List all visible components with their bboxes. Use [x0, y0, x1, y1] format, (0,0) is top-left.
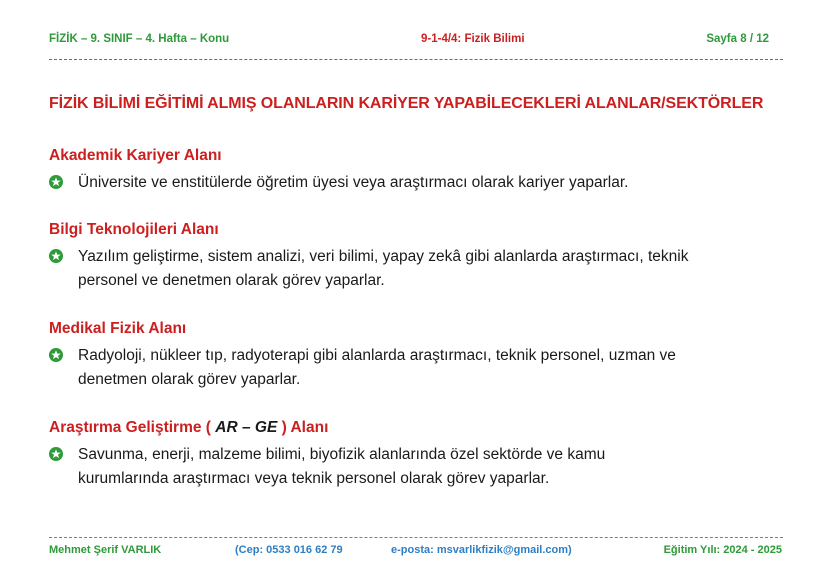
- section-heading-rnd: [49, 419, 328, 437]
- list-item-text-line-2: denetmen olarak görev yaparlar.: [78, 371, 301, 388]
- section-heading-academic: Akademik Kariyer Alanı: [49, 147, 222, 164]
- header-divider: [49, 59, 783, 60]
- star-circle-bullet-icon: [49, 447, 63, 461]
- header-page-number: Sayfa 8 / 12: [706, 33, 769, 45]
- list-item-text-line-1: Savunma, enerji, malzeme bilimi, biyofizik alanlarında özel sektörde ve kamu: [78, 446, 606, 463]
- list-item-text-line-2: kurumlarında araştırmacı veya teknik personel olarak görev yaparlar.: [78, 470, 550, 487]
- star-circle-bullet-icon: [49, 249, 63, 263]
- list-item: [49, 245, 789, 293]
- header-course-label: FİZİK – 9. SINIF – 4. Hafta – Konu: [49, 33, 230, 45]
- star-circle-bullet-icon: [49, 175, 63, 189]
- section-heading-it: Bilgi Teknolojileri Alanı: [49, 221, 219, 238]
- list-item: [49, 443, 789, 491]
- list-item-text-line-1: Radyoloji, nükleer tıp, radyoterapi gibi alanlarda araştırmacı, teknik personel, uzman ve: [78, 347, 676, 364]
- header-topic-label: 9-1-4/4: Fizik Bilimi: [421, 33, 525, 45]
- section-heading-medical: Medikal Fizik Alanı: [49, 320, 187, 337]
- footer-school-year: Eğitim Yılı: 2024 - 2025: [663, 544, 782, 556]
- footer-phone: (Cep: 0533 016 62 79: [235, 544, 343, 556]
- footer-email: e-posta: msvarlikfizik@gmail.com): [391, 544, 572, 556]
- page-header: [49, 33, 783, 49]
- list-item-text-line-1: Yazılım geliştirme, sistem analizi, veri bilimi, yapay zekâ gibi alanlarda araştırmacı, teknik: [78, 248, 689, 265]
- section-heading-rnd-pre: Araştırma Geliştirme (: [49, 419, 216, 436]
- list-item-text: Üniversite ve enstitülerde öğretim üyesi veya araştırmacı olarak kariyer yaparlar.: [78, 174, 629, 191]
- section-heading-rnd-post: ) Alanı: [277, 419, 329, 436]
- page-footer: [49, 544, 783, 560]
- list-item-text-line-2: personel ve denetmen olarak görev yaparlar.: [78, 272, 385, 289]
- list-item: [49, 171, 789, 195]
- footer-divider: [49, 537, 783, 538]
- footer-author: Mehmet Şerif VARLIK: [49, 544, 162, 556]
- star-circle-bullet-icon: [49, 348, 63, 362]
- section-heading-rnd-abbr: AR – GE: [215, 419, 278, 436]
- page-title: FİZİK BİLİMİ EĞİTİMİ ALMIŞ OLANLARIN KARİYER YAPABİLECEKLERİ ALANLAR/SEKTÖRLER: [49, 95, 764, 112]
- list-item: [49, 344, 789, 392]
